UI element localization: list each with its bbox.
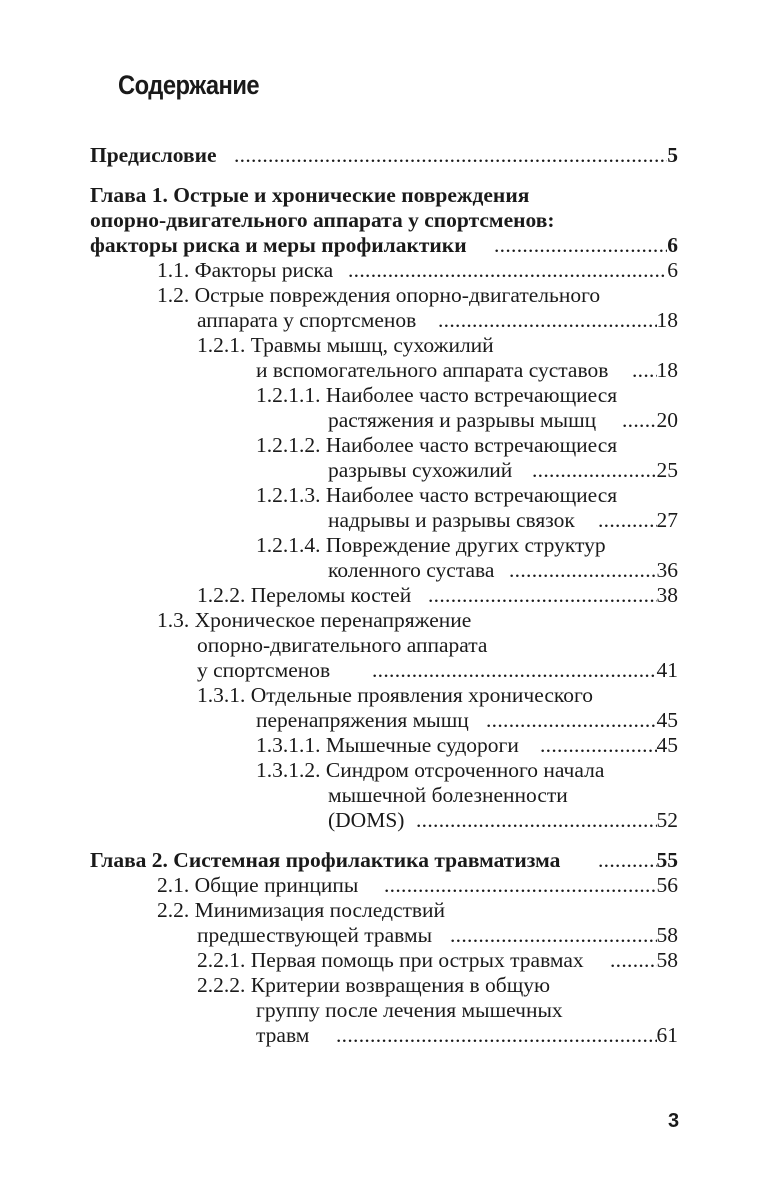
toc-page-number: 41 (656, 658, 678, 682)
toc-entry-2-2-1 (0, 948, 768, 973)
toc-entry-1-2-1-4 (0, 533, 768, 558)
toc-entry-title-line: 1.2.1.4. Повреждение других структур (256, 533, 606, 557)
toc-page-number: 52 (656, 808, 678, 832)
toc-entry-preface (0, 143, 768, 168)
toc-entry-title-line: и вспомогательного аппарата суставов (256, 358, 609, 382)
toc-entry-title-line: растяжения и разрывы мышц (328, 408, 597, 432)
toc-entry-2-2-2 (0, 973, 768, 998)
toc-entry-title: 2.2.1. Первая помощь при острых травмах (197, 948, 584, 972)
toc-entry-title-line: факторы риска и меры профилактики (90, 233, 467, 257)
toc-entry-title: 2.1. Общие принципы (157, 873, 359, 897)
toc-entry-chapter-1 (0, 183, 768, 208)
toc-page-number: 6 (667, 233, 678, 257)
toc-entry-title-line: предшествующей травмы (197, 923, 433, 947)
toc-entry-2-2 (0, 898, 768, 923)
toc-entry-title-line: 1.2.1.1. Наиболее часто встречающиеся (256, 383, 618, 407)
page-number: 3 (668, 1110, 680, 1132)
toc-page-number: 25 (656, 458, 678, 482)
toc-entry-title-line: аппарата у спортсменов (197, 308, 417, 332)
toc-entry-1-3-1 (0, 683, 768, 708)
page-title: Содержание (118, 70, 260, 100)
toc-entry-1-3-1-1 (0, 733, 768, 758)
toc-entry-title-line: разрывы сухожилий (328, 458, 513, 482)
toc-entry-1-3 (0, 608, 768, 633)
toc-page-number: 38 (656, 583, 678, 607)
toc-page-number: 45 (656, 708, 678, 732)
toc-entry-title-line: 1.3.1. Отдельные проявления хронического (197, 683, 594, 707)
toc-entry-1-2-1-2 (0, 433, 768, 458)
toc-entry-1-2-2 (0, 583, 768, 608)
toc-page-number: 18 (656, 308, 678, 332)
table-of-contents (0, 143, 768, 1048)
toc-entry-title-line: 2.2.2. Критерии возвращения в общую (197, 973, 551, 997)
toc-entry-title-line: (DOMS) (328, 808, 405, 832)
toc-entry-title-line: у спортсменов (197, 658, 331, 682)
toc-page-number: 58 (656, 948, 678, 972)
toc-page-number: 61 (656, 1023, 678, 1047)
toc-entry-title-line: 1.2.1.2. Наиболее часто встречающиеся (256, 433, 618, 457)
toc-page-number: 56 (656, 873, 678, 897)
toc-entry-title: Предисловие (90, 143, 217, 167)
toc-page-number: 27 (656, 508, 678, 532)
toc-entry-chapter-2 (0, 848, 768, 873)
toc-entry-title-line: травм (256, 1023, 310, 1047)
toc-page-number: 58 (656, 923, 678, 947)
toc-entry-1-1 (0, 258, 768, 283)
toc-entry-title-line: 1.3.1.2. Синдром отсроченного начала (256, 758, 605, 782)
toc-entry-1-3-1-2 (0, 758, 768, 783)
toc-entry-title-line: перенапряжения мышц (256, 708, 469, 732)
toc-entry-title-line: коленного сустава (328, 558, 495, 582)
toc-entry-title: 1.1. Факторы риска (157, 258, 334, 282)
toc-page-number: 6 (667, 258, 678, 282)
toc-entry-title-line: 1.2. Острые повреждения опорно-двигательного (157, 283, 601, 307)
toc-entry-title-line: 1.2.1.3. Наиболее часто встречающиеся (256, 483, 618, 507)
toc-entry-1-2 (0, 283, 768, 308)
toc-entry-1-2-1 (0, 333, 768, 358)
toc-page-number: 36 (656, 558, 678, 582)
toc-page-number: 18 (656, 358, 678, 382)
toc-page-number: 5 (667, 143, 678, 167)
toc-entry-1-2-1-3 (0, 483, 768, 508)
toc-entry-title: 1.2.2. Переломы костей (197, 583, 412, 607)
toc-entry-title-line: мышечной болезненности (328, 783, 568, 807)
toc-entry-title-line: опорно-двигательного аппарата (197, 633, 488, 657)
toc-entry-title-line: 1.3. Хроническое перенапряжение (157, 608, 472, 632)
toc-page-number: 55 (656, 848, 678, 872)
toc-entry-title: 1.3.1.1. Мышечные судороги (256, 733, 519, 757)
toc-entry-title-line: Глава 1. Острые и хронические повреждения (90, 183, 530, 207)
toc-entry-title-line: группу после лечения мышечных (256, 998, 563, 1022)
toc-entry-title: Глава 2. Системная профилактика травматизма (90, 848, 561, 872)
toc-entry-title-line: надрывы и разрывы связок (328, 508, 575, 532)
toc-entry-title-line: 2.2. Минимизация последствий (157, 898, 446, 922)
toc-page-number: 45 (656, 733, 678, 757)
toc-page-number: 20 (656, 408, 678, 432)
toc-entry-title-line: 1.2.1. Травмы мышц, сухожилий (197, 333, 494, 357)
toc-entry-2-1 (0, 873, 768, 898)
toc-entry-title-line: опорно-двигательного аппарата у спортсменов: (90, 208, 555, 232)
toc-entry-1-2-1-1 (0, 383, 768, 408)
